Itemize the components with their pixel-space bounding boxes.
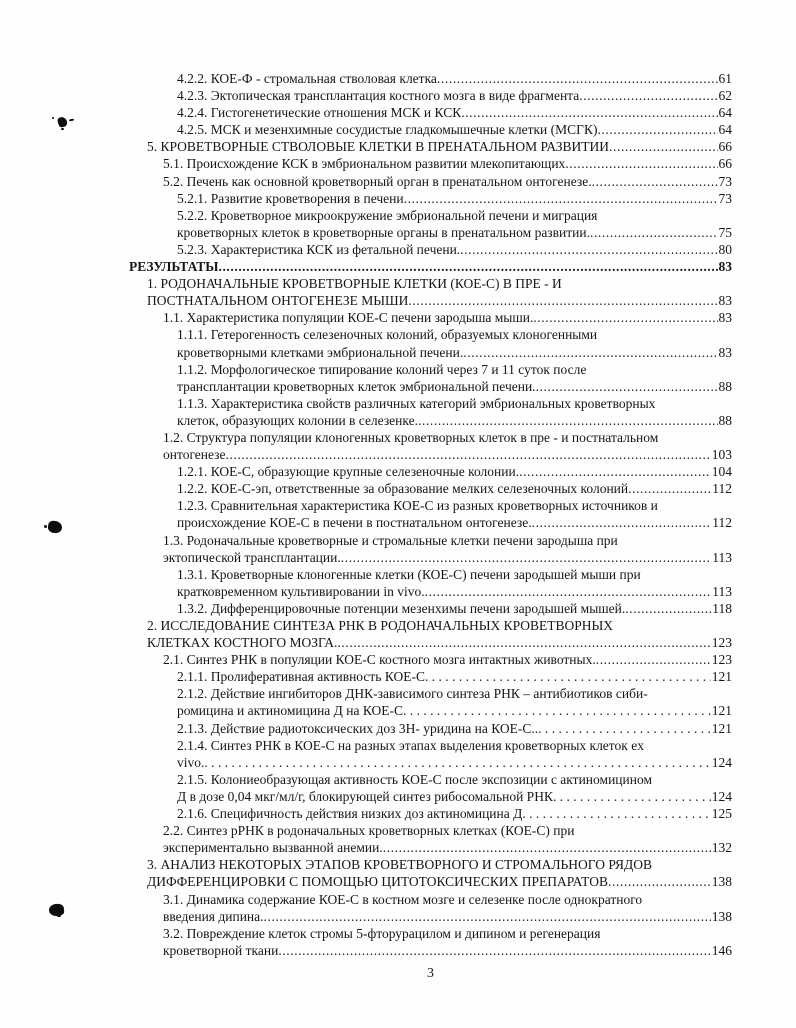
dot-leader: [533, 309, 717, 326]
toc-entry-text: экспериментально вызванной анемии.: [163, 840, 383, 856]
toc-entry-text: ПОСТНАТАЛЬНОМ ОНТОГЕНЕЗЕ МЫШИ: [147, 293, 409, 309]
dot-leader: [597, 121, 717, 138]
toc-entry-line: [129, 651, 732, 668]
dot-leader: [425, 668, 711, 685]
toc-entry-page: 66: [718, 156, 732, 172]
toc-entry-page: 124: [711, 788, 732, 804]
toc-entry-line: [129, 514, 732, 531]
toc-entry-line: [129, 104, 732, 121]
toc-entry-line: [129, 908, 732, 925]
toc-entry-text: трансплантации кроветворных клеток эмбриональной печени.: [177, 378, 536, 394]
toc-entry-text: Д в дозе 0,04 мкг/мл/г, блокирующей синтез рибосомальной РНК: [177, 788, 553, 804]
toc-entry-line: [129, 275, 732, 292]
toc-entry-text: 4.2.4. Гистогенетические отношения МСК и КСК: [177, 105, 462, 121]
toc-entry-line: [129, 70, 732, 87]
dot-leader: [204, 754, 710, 771]
toc-entry-text: онтогенезе: [163, 447, 226, 463]
toc-entry-line: [129, 925, 732, 942]
toc-entry-text: 1.2. Структура популяции клоногенных кроветворных клеток в пре - и постнатальном: [163, 429, 659, 445]
toc-entry-text: кроветворными клетками эмбриональной печени.: [177, 344, 464, 360]
dot-leader: [565, 155, 717, 172]
toc-entry-line: [129, 497, 732, 514]
toc-entry-text: 2.2. Синтез рРНК в родоначальных кроветворных клетках (КОЕ-С) при: [163, 823, 575, 839]
toc-entry-line: [129, 258, 732, 275]
toc-entry-text: 1.2.2. КОЕ-С-эп, ответственные за образование мелких селезеночных колоний: [177, 481, 629, 497]
dot-leader: [608, 873, 711, 890]
dot-leader: [337, 634, 710, 651]
dot-leader: [264, 908, 711, 925]
toc-entry-page: 104: [711, 464, 732, 480]
toc-entry-text: эктопической трансплантации.: [163, 549, 341, 565]
toc-entry-page: 123: [711, 635, 732, 651]
toc-entry-page: 146: [711, 942, 732, 958]
toc-entry-text: ДИФФЕРЕНЦИРОВКИ С ПОМОЩЬЮ ЦИТОТОКСИЧЕСКИХ ПРЕПАРАТОВ: [147, 874, 608, 890]
toc-entry-text: 1.1. Характеристика популяции КОЕ-С печени зародыша мыши.: [163, 310, 534, 326]
toc-entry-page: 80: [718, 241, 732, 257]
toc-entry-line: [129, 412, 732, 429]
toc-entry-page: 124: [711, 754, 732, 770]
ink-speck: [61, 128, 64, 130]
toc-entry-text: 1.2.3. Сравнительная характеристика КОЕ-С из разных кроветворных источников и: [177, 498, 658, 514]
toc-entry-text: 5.1. Происхождение КСК в эмбриональном развитии млекопитающих: [163, 156, 566, 172]
dot-leader: [437, 70, 718, 87]
toc-entry-line: [129, 138, 732, 155]
toc-entry-page: 64: [718, 105, 732, 121]
toc-entry-text: 5.2.2. Кроветворное микроокружение эмбриональной печени и миграция: [177, 207, 598, 223]
toc-entry-line: [129, 617, 732, 634]
toc-entry-line: [129, 207, 732, 224]
toc-entry-page: 73: [718, 190, 732, 206]
toc-entry-page: 138: [711, 908, 732, 924]
toc-entry-line: [129, 326, 732, 343]
dot-leader: [341, 549, 712, 566]
toc-entry-page: 121: [711, 669, 732, 685]
toc-entry-text: ромицина и актиномицина Д на КОЕ-С: [177, 703, 404, 719]
dot-leader: [590, 224, 718, 241]
toc-entry-text: кроветворных клеток в кроветворные органы в пренатальном развитии.: [177, 224, 590, 240]
dot-leader: [628, 480, 711, 497]
table-of-contents: [129, 70, 732, 959]
ink-speck: [57, 915, 61, 917]
toc-entry-text: 2.1.6. Специфичность действия низких доз актиномицина Д: [177, 806, 523, 822]
toc-entry-line: [129, 378, 732, 395]
toc-entry-text: 3.2. Повреждение клеток стромы 5-фторурацилом и дипином и регенерация: [163, 925, 601, 941]
toc-entry-page: 112: [712, 515, 732, 531]
toc-entry-text: КЛЕТКАХ КОСТНОГО МОЗГА.: [147, 635, 338, 651]
dot-leader: [278, 942, 710, 959]
toc-entry-text: 2.1.5. Колониеобразующая активность КОЕ-С после экспозиции с актиномицином: [177, 771, 652, 787]
toc-entry-text: 2.1. Синтез РНК в популяции КОЕ-С костного мозга интактных животных.: [163, 652, 596, 668]
toc-entry-page: 113: [712, 583, 732, 599]
toc-entry-text: происхождение КОЕ-С в печени в постнатальном онтогенезе.: [177, 515, 532, 531]
toc-entry-line: [129, 190, 732, 207]
toc-entry-line: [129, 480, 732, 497]
toc-entry-line: [129, 446, 732, 463]
toc-entry-line: [129, 463, 732, 480]
toc-entry-line: [129, 634, 732, 651]
toc-entry-page: 132: [711, 840, 732, 856]
toc-entry-line: [129, 173, 732, 190]
toc-entry-text: 4.2.2. КОЕ-Ф - стромальная стволовая клетка: [177, 71, 437, 86]
dot-leader: [609, 138, 717, 155]
toc-entry-text: 5.2.3. Характеристика КСК из фетальной печени.: [177, 241, 461, 257]
toc-entry-line: [129, 822, 732, 839]
toc-entry-line: [129, 224, 732, 241]
toc-entry-line: [129, 121, 732, 138]
toc-entry-line: [129, 856, 732, 873]
toc-entry-page: 83: [718, 310, 732, 326]
toc-entry-page: 83: [718, 259, 732, 275]
toc-entry-page: 118: [712, 600, 732, 616]
toc-entry-text: клеток, образующих колонии в селезенке.: [177, 412, 418, 428]
toc-entry-text: 4.2.5. МСК и мезенхимные сосудистые гладкомышечные клетки (МСГК): [177, 122, 598, 138]
toc-entry-line: [129, 292, 732, 309]
ink-blot-middle: [47, 520, 63, 534]
dot-leader: [403, 702, 711, 719]
dot-leader: [461, 104, 717, 121]
toc-entry-line: [129, 771, 732, 788]
toc-entry-page: 112: [712, 481, 732, 497]
toc-entry-page: 138: [711, 874, 732, 890]
toc-entry-text: 4.2.3. Эктопическая трансплантация костного мозга в виде фрагмента: [177, 88, 580, 104]
toc-entry-page: 88: [718, 378, 732, 394]
dot-leader: [592, 173, 718, 190]
toc-entry-text: введения дипина.: [163, 908, 264, 924]
toc-entry-line: [129, 361, 732, 378]
dot-leader: [425, 583, 712, 600]
toc-entry-text: 1. РОДОНАЧАЛЬНЫЕ КРОВЕТВОРНЫЕ КЛЕТКИ (КОЕ-С) В ПРЕ - И: [147, 276, 562, 292]
toc-entry-text: vivo.: [177, 754, 205, 770]
toc-entry-text: 1.3.1. Кроветворные клоногенные клетки (КОЕ-С) печени зародышей мыши при: [177, 566, 641, 582]
toc-entry-page: 121: [711, 720, 732, 736]
dot-leader: [218, 258, 717, 275]
dot-leader: [460, 241, 717, 258]
dot-leader: [625, 600, 711, 617]
page-number: 3: [427, 966, 434, 981]
toc-entry-line: [129, 87, 732, 104]
toc-entry-line: [129, 155, 732, 172]
toc-entry-page: 121: [711, 703, 732, 719]
toc-entry-page: 61: [718, 71, 732, 86]
dot-leader: [418, 412, 718, 429]
toc-entry-page: 73: [718, 173, 732, 189]
toc-entry-line: [129, 942, 732, 959]
toc-entry-line: [129, 395, 732, 412]
toc-entry-text: 5.2. Печень как основной кроветворный орган в пренатальном онтогенезе.: [163, 173, 592, 189]
toc-entry-text: 2. ИССЛЕДОВАНИЕ СИНТЕЗА РНК В РОДОНАЧАЛЬНЫХ КРОВЕТВОРНЫХ: [147, 618, 614, 633]
toc-entry-line: [129, 668, 732, 685]
dot-leader: [226, 446, 711, 463]
toc-entry-page: 123: [711, 652, 732, 668]
toc-entry-line: [129, 702, 732, 719]
toc-entry-text: 5. КРОВЕТВОРНЫЕ СТВОЛОВЫЕ КЛЕТКИ В ПРЕНАТАЛЬНОМ РАЗВИТИИ: [147, 139, 610, 155]
dot-leader: [522, 805, 710, 822]
dot-leader: [596, 651, 711, 668]
dot-leader: [463, 344, 717, 361]
toc-entry-page: 66: [718, 139, 732, 155]
toc-entry-page: 83: [718, 293, 732, 309]
toc-entry-line: [129, 737, 732, 754]
toc-entry-text: 1.2.1. КОЕ-С, образующие крупные селезеночные колонии.: [177, 464, 520, 480]
toc-entry-line: [129, 873, 732, 890]
toc-entry-text: 5.2.1. Развитие кроветворения в печени: [177, 190, 404, 206]
dot-leader: [519, 463, 711, 480]
dot-leader: [532, 514, 712, 531]
dot-leader: [536, 378, 718, 395]
toc-entry-line: [129, 309, 732, 326]
toc-entry-text: 2.1.3. Действие радиотоксических доз 3Н- уридина на КОЕ-С..: [177, 720, 539, 736]
toc-entry-line: [129, 566, 732, 583]
toc-entry-page: 88: [718, 412, 732, 428]
toc-entry-line: [129, 788, 732, 805]
toc-entry-line: [129, 429, 732, 446]
toc-entry-page: 75: [718, 224, 732, 240]
toc-entry-line: [129, 344, 732, 361]
dot-leader: [579, 87, 717, 104]
toc-entry-page: 125: [711, 806, 732, 822]
toc-entry-line: [129, 532, 732, 549]
ink-speck: [44, 525, 47, 528]
dot-leader: [538, 720, 711, 737]
ink-speck: [69, 119, 74, 122]
toc-entry-text: 1.1.1. Гетерогенность селезеночных колоний, образуемых клоногенными: [177, 327, 598, 343]
toc-entry-line: [129, 754, 732, 771]
toc-entry-line: [129, 241, 732, 258]
toc-entry-text: кроветворной ткани: [163, 942, 279, 958]
toc-entry-line: [129, 805, 732, 822]
toc-entry-text: кратковременном культивировании in vivo.: [177, 583, 425, 599]
toc-entry-text: 1.3. Родоначальные кроветворные и стромальные клетки печени зародыша при: [163, 532, 618, 548]
toc-entry-page: 113: [712, 549, 732, 565]
toc-entry-line: [129, 583, 732, 600]
toc-entry-text: 1.1.3. Характеристика свойств различных категорий эмбриональных кроветворных: [177, 395, 656, 411]
toc-entry-text: 2.1.2. Действие ингибиторов ДНК-зависимого синтеза РНК – антибиотиков сиби-: [177, 686, 648, 702]
toc-entry-line: [129, 720, 732, 737]
toc-entry-page: 103: [711, 447, 732, 463]
toc-entry-text: 3. АНАЛИЗ НЕКОТОРЫХ ЭТАПОВ КРОВЕТВОРНОГО И СТРОМАЛЬНОГО РЯДОВ: [147, 857, 652, 873]
dot-leader: [404, 190, 718, 207]
toc-entry-text: 2.1.4. Синтез РНК в КОЕ-С на разных этапах выделения кроветворных клеток ex: [177, 737, 644, 753]
toc-entry-text: 3.1. Динамика содержание КОЕ-С в костном мозге и селезенке после однократного: [163, 891, 643, 907]
toc-entry-text: РЕЗУЛЬТАТЫ: [129, 259, 219, 275]
toc-entry-line: [129, 685, 732, 702]
dot-leader: [553, 788, 711, 805]
toc-entry-page: 64: [718, 122, 732, 138]
toc-entry-text: 1.3.2. Дифференцировочные потенции мезенхимы печени зародышей мышей.: [177, 600, 626, 616]
toc-entry-line: [129, 891, 732, 908]
toc-entry-text: 1.1.2. Морфологическое типирование колоний через 7 и 11 суток после: [177, 361, 587, 377]
toc-entry-page: 62: [718, 88, 732, 104]
dot-leader: [383, 839, 711, 856]
toc-entry-line: [129, 839, 732, 856]
ink-blot-top: [57, 116, 68, 128]
toc-entry-line: [129, 600, 732, 617]
toc-entry-page: 83: [718, 344, 732, 360]
dot-leader: [408, 292, 717, 309]
ink-speck: [52, 117, 54, 119]
toc-entry-line: [129, 549, 732, 566]
toc-entry-text: 2.1.1. Пролиферативная активность КОЕ-С: [177, 669, 425, 685]
